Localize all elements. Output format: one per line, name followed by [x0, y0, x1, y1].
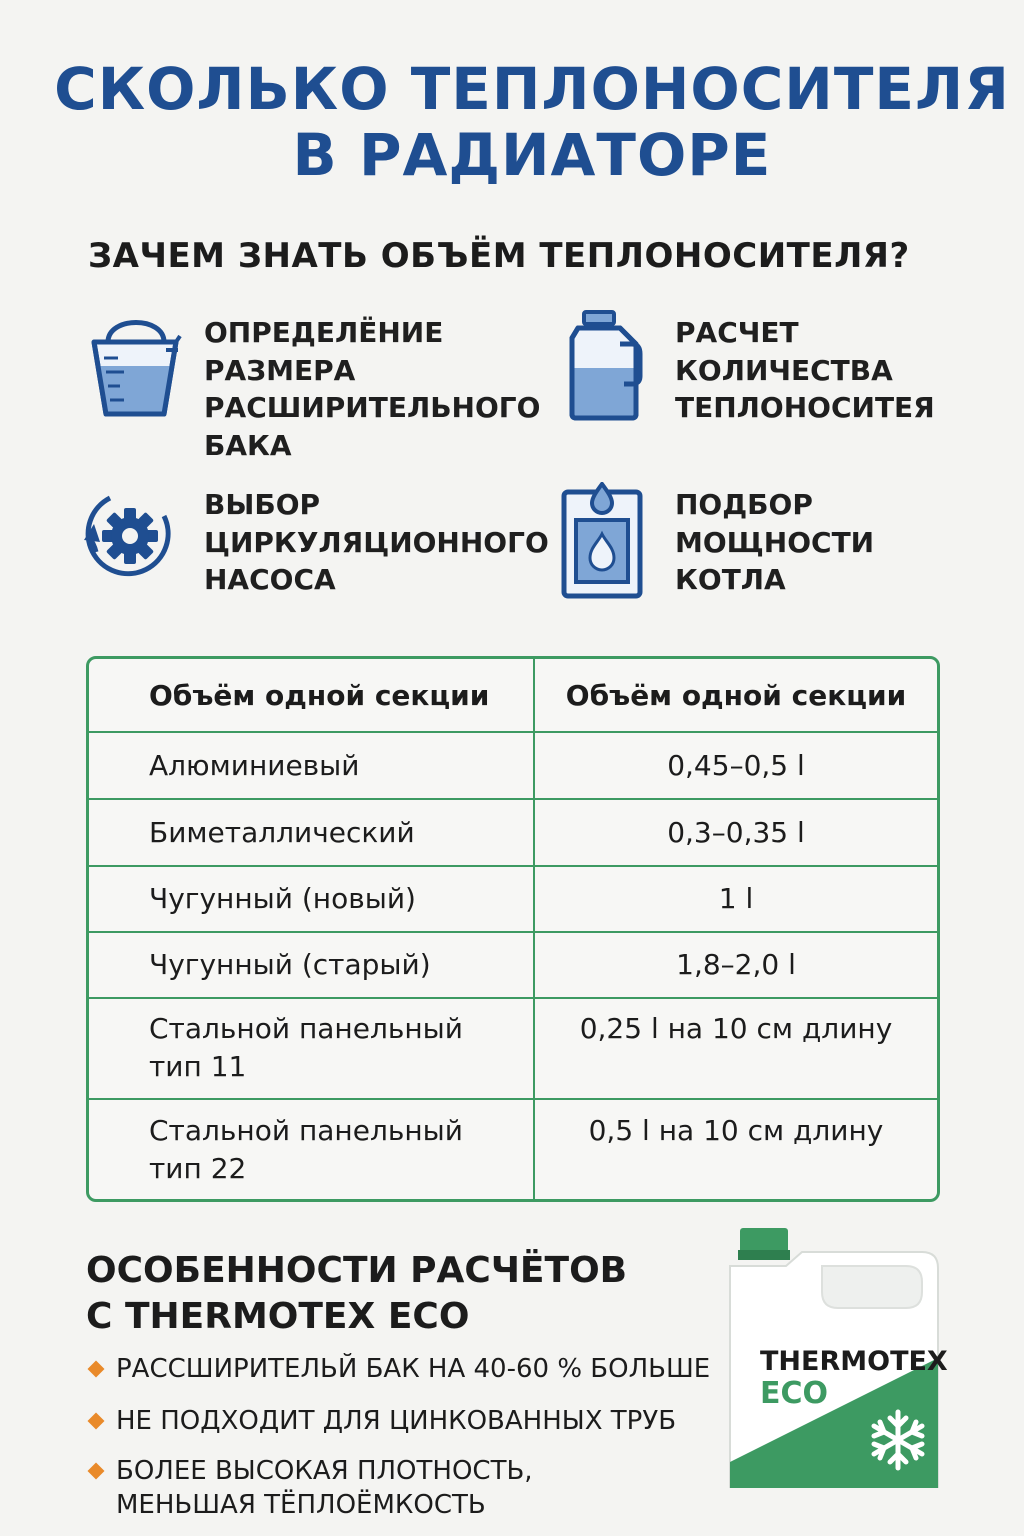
bottle-brand-label: THERMOTEX [760, 1346, 948, 1377]
gear-cycle-icon [80, 484, 180, 584]
table-row [89, 997, 937, 1098]
row-type: Чугунный (старый) [149, 948, 431, 981]
table-row [89, 931, 937, 997]
table-row [89, 798, 937, 865]
bottle-eco-label: ECO [760, 1376, 829, 1411]
row-volume: 0,5 l на 10 см длину [588, 1114, 884, 1147]
row-volume: 0,3–0,35 l [667, 816, 805, 849]
row-volume: 0,25 l на 10 см длину [579, 1012, 893, 1045]
title-line-2: В РАДИАТОРЕ [292, 121, 772, 189]
title-line-1: СКОЛЬКО ТЕПЛОНОСИТЕЛЯ [54, 55, 1010, 123]
table-header-row [89, 659, 937, 731]
row-type: Стальной панельный тип 11 [149, 1012, 463, 1083]
section-heading-why: ЗАЧЕМ ЗНАТЬ ОБЪЁМ ТЕПЛОНОСИТЕЛЯ? [88, 236, 910, 276]
section-heading-features: ОСОБЕННОСТИ РАСЧЁТОВ С THERMOTEX ECO [86, 1250, 628, 1337]
boiler-flame-icon [560, 482, 646, 602]
radiator-volume-table [86, 656, 940, 1202]
feature-text: ОПРЕДЕЛЁНИЕ РАЗМЕРА РАСШИРИТЕЛЬНОГО БАКА [204, 316, 541, 462]
row-type: Алюминиевый [149, 749, 360, 782]
row-volume: 0,45–0,5 l [667, 749, 805, 782]
feature-text: РАСЧЕТ КОЛИЧЕСТВА ТЕПЛОНОСИТЕЯ [675, 316, 935, 424]
diamond-bullet-icon [88, 1361, 105, 1378]
table-row [89, 1098, 937, 1199]
canister-icon [566, 310, 646, 422]
measuring-cup-icon [86, 312, 186, 422]
feature-text: ПОДБОР МОЩНОСТИ КОТЛА [675, 488, 875, 596]
table-row [89, 865, 937, 931]
row-volume: 1,8–2,0 l [676, 948, 796, 981]
table-row [89, 731, 937, 798]
feature-text: ВЫБОР ЦИРКУЛЯЦИОННОГО НАСОСА [204, 488, 549, 596]
page-title [0, 56, 1024, 188]
row-type: Чугунный (новый) [149, 882, 416, 915]
table-header-type: Объём одной секции [149, 679, 490, 712]
table-header-volume: Объём одной секции [565, 679, 907, 712]
row-type: Стальной панельный тип 22 [149, 1114, 463, 1185]
row-type: Биметаллический [149, 816, 415, 849]
row-volume: 1 l [718, 882, 754, 915]
diamond-bullet-icon [88, 1463, 105, 1480]
diamond-bullet-icon [88, 1413, 105, 1430]
